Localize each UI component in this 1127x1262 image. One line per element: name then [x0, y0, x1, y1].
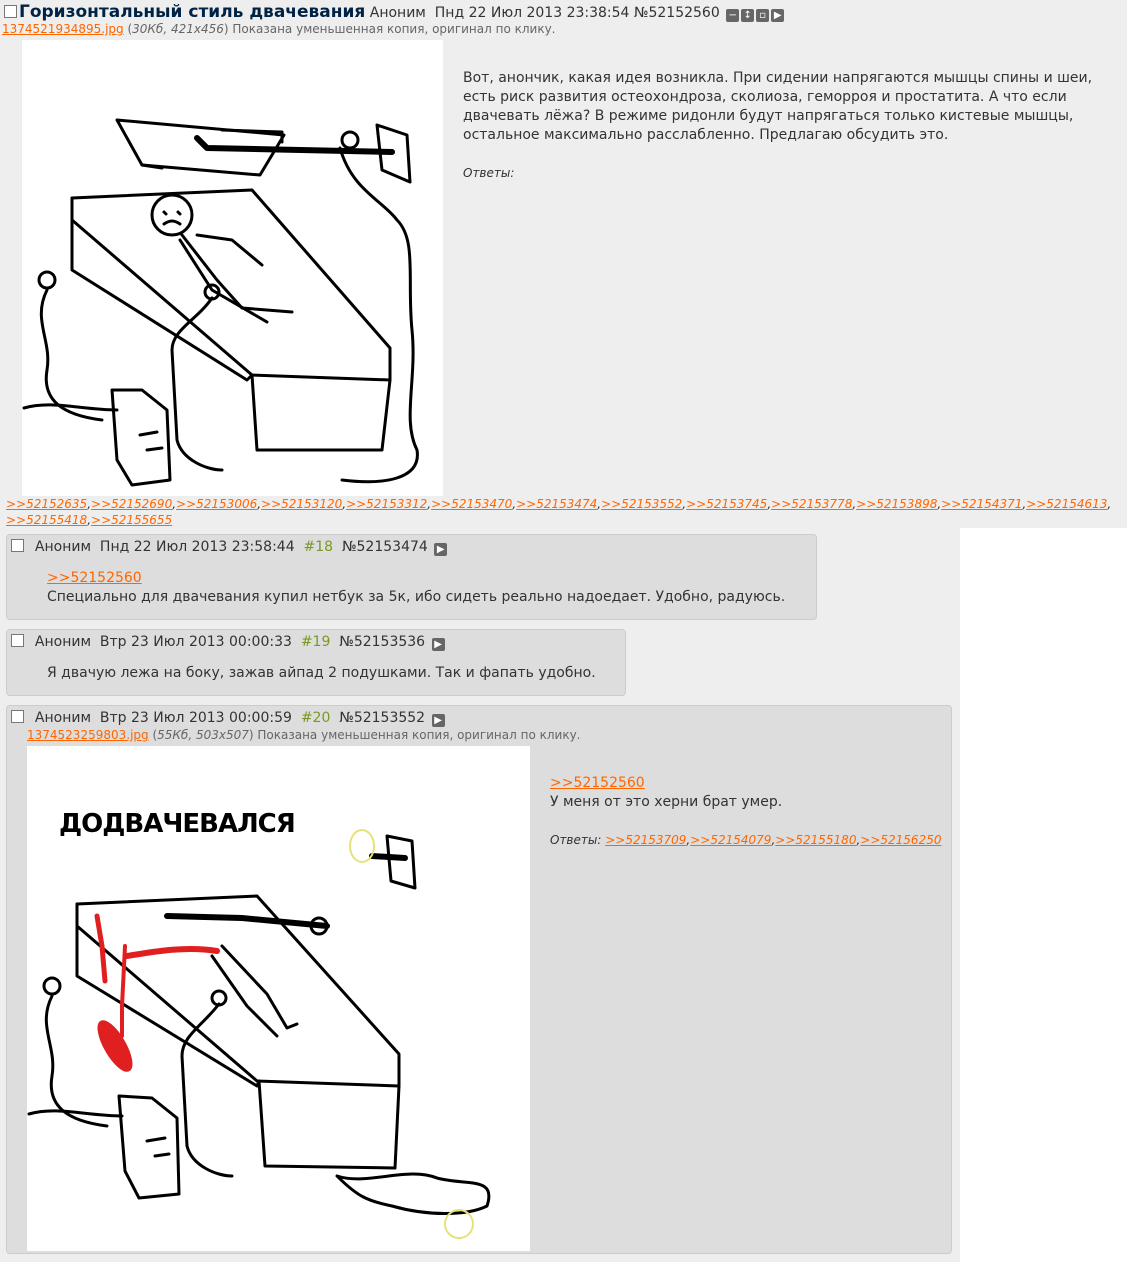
post-file-info: 1374523259803.jpg (55Кб, 503x507) Показана уменьшенная копия, оригинал по клику. [27, 728, 581, 742]
post-body [47, 664, 596, 683]
backlink[interactable]: >>52152690 [91, 497, 173, 511]
post-date: Пнд 22 Июл 2013 23:58:44 [99, 539, 295, 555]
post-message: Специально для двачевания купил нетбук за 5к, ибо сидеть реально надоедает. Удобно, радуюсь. [47, 589, 786, 605]
backlink[interactable]: >>52153552 [601, 497, 683, 511]
post-file-link[interactable]: 1374523259803.jpg [27, 728, 149, 742]
play-icon[interactable]: ▶ [771, 9, 784, 22]
post-index: #20 [300, 710, 331, 726]
op-title: Горизонтальный стиль двачевания [19, 2, 366, 22]
image-caption-text: ДОДВАЧЕВАЛСЯ [59, 809, 295, 839]
post-message: У меня от это херни брат умер. [550, 794, 783, 810]
backlink[interactable]: >>52156250 [860, 833, 942, 847]
op-text-block [463, 69, 1103, 183]
op-file-note: Показана уменьшенная копия, оригинал по клику. [232, 22, 556, 36]
post-select-checkbox[interactable] [11, 634, 24, 647]
backlink[interactable]: >>52155180 [775, 833, 857, 847]
quote-link[interactable]: >>52152560 [47, 570, 142, 586]
play-icon[interactable]: ▶ [432, 638, 445, 651]
backlink[interactable]: >>52153470 [431, 497, 513, 511]
backlink[interactable]: >>52155655 [91, 513, 173, 527]
post-file-size: 55Кб, 503x507 [157, 728, 249, 742]
post-number[interactable]: №52153474 [341, 539, 428, 555]
post-poster-name: Аноним [34, 710, 92, 726]
op-message: Вот, анончик, какая идея возникла. При сидении напрягаются мышцы спины и шеи, есть риск развития остеохондроза, сколиоза, геморроя и простатита. А что если двачевать лёжа? В режиме ридонли будут напрягаться только кистевые мышцы, остальное максимально расслабленно. Предлагаю обсудить это. [463, 70, 1093, 143]
post-poster-name: Аноним [34, 634, 92, 650]
op-file-info: 1374521934895.jpg (30Кб, 421x456) Показана уменьшенная копия, оригинал по клику. [2, 22, 556, 36]
backlink[interactable]: >>52154613 [1026, 497, 1108, 511]
backlink[interactable]: >>52153474 [516, 497, 598, 511]
post-header [11, 539, 447, 556]
op-backlinks: >>52152635,>>52152690,>>52153006,>>52153120,>>52153312,>>52153470,>>52153474,>>52153552,>>52153745,>>52153778,>>52153898,>>52154371,>>52154613, >>52155418,>>52155655 [6, 497, 1112, 527]
op-file-link[interactable]: 1374521934895.jpg [2, 22, 124, 36]
post-select-checkbox[interactable] [11, 539, 24, 552]
post-image[interactable] [27, 746, 530, 1251]
post-date: Втр 23 Июл 2013 00:00:59 [99, 710, 292, 726]
backlink[interactable]: >>52153312 [346, 497, 428, 511]
hide-icon[interactable]: − [726, 9, 739, 22]
backlink[interactable]: >>52153120 [261, 497, 343, 511]
backlink[interactable]: >>52153006 [176, 497, 258, 511]
backlink[interactable]: >>52153778 [771, 497, 853, 511]
favorite-icon[interactable]: ▫ [756, 9, 769, 22]
op-number[interactable]: №52152560 [633, 5, 720, 21]
op-replies-label: Ответы: [463, 166, 515, 180]
post-body [47, 569, 785, 607]
backlink[interactable]: >>52154371 [941, 497, 1023, 511]
post-date: Втр 23 Июл 2013 00:00:33 [99, 634, 292, 650]
backlink[interactable]: >>52152635 [6, 497, 88, 511]
backlink[interactable]: >>52153709 [605, 833, 687, 847]
post-message: Я двачую лежа на боку, зажав айпад 2 подушками. Так и фапать удобно. [47, 665, 596, 681]
expand-icon[interactable]: ↕ [741, 9, 754, 22]
post-select-checkbox[interactable] [11, 710, 24, 723]
post-replies-label: Ответы: [550, 833, 602, 847]
reply-post [6, 534, 817, 620]
op-header [4, 2, 784, 22]
play-icon[interactable]: ▶ [434, 543, 447, 556]
op-poster-name: Аноним [369, 5, 426, 21]
post-index: #18 [303, 539, 334, 555]
op-select-checkbox[interactable] [4, 5, 17, 18]
reply-post [6, 705, 952, 1254]
play-icon[interactable]: ▶ [432, 714, 445, 727]
post-header [11, 710, 445, 727]
backlink[interactable]: >>52153745 [686, 497, 768, 511]
op-date: Пнд 22 Июл 2013 23:38:54 [434, 5, 630, 21]
post-poster-name: Аноним [34, 539, 92, 555]
op-file-size: 30Кб, 421x456 [132, 22, 224, 36]
backlink[interactable]: >>52154079 [690, 833, 772, 847]
reply-post [6, 629, 626, 696]
post-number[interactable]: №52153552 [339, 710, 426, 726]
post-body [550, 774, 941, 850]
backlink[interactable]: >>52153898 [856, 497, 938, 511]
post-file-note: Показана уменьшенная копия, оригинал по клику. [257, 728, 581, 742]
post-index: #19 [300, 634, 331, 650]
post-header [11, 634, 445, 651]
quote-link[interactable]: >>52152560 [550, 775, 645, 791]
post-backlinks: Ответы: >>52153709,>>52154079,>>52155180,>>52156250 [550, 833, 942, 847]
backlink[interactable]: >>52155418 [6, 513, 88, 527]
post-number[interactable]: №52153536 [339, 634, 426, 650]
op-image[interactable] [22, 40, 443, 496]
